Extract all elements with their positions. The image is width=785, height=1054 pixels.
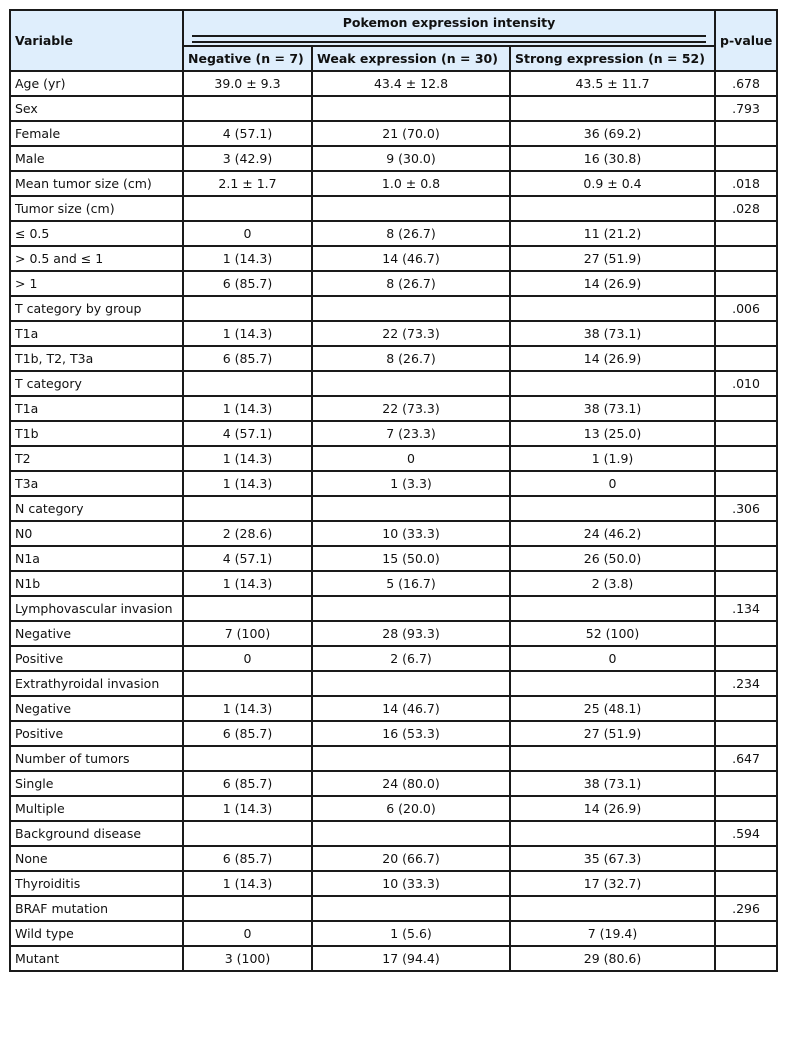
table-row	[10, 821, 777, 846]
row-label-cell: T1a	[10, 321, 183, 346]
pvalue-cell	[715, 796, 777, 821]
row-label-cell: T3a	[10, 471, 183, 496]
expression-group-title: Pokemon expression intensity	[342, 15, 556, 30]
weak-value-cell	[312, 96, 510, 121]
strong-value-cell	[510, 196, 715, 221]
table-row	[10, 171, 777, 196]
table-row	[10, 346, 777, 371]
strong-value-cell: 52 (100)	[510, 621, 715, 646]
strong-value-cell	[510, 371, 715, 396]
negative-value-cell	[183, 496, 312, 521]
pvalue-cell	[715, 546, 777, 571]
pvalue-cell: .647	[715, 746, 777, 771]
weak-value-cell: 8 (26.7)	[312, 271, 510, 296]
negative-value-cell: 1 (14.3)	[183, 246, 312, 271]
pvalue-cell	[715, 871, 777, 896]
weak-value-cell: 16 (53.3)	[312, 721, 510, 746]
pvalue-cell: .234	[715, 671, 777, 696]
negative-value-cell	[183, 296, 312, 321]
strong-value-cell: 7 (19.4)	[510, 921, 715, 946]
row-label-cell: Negative	[10, 696, 183, 721]
table-row	[10, 421, 777, 446]
negative-value-cell: 2 (28.6)	[183, 521, 312, 546]
pvalue-cell	[715, 396, 777, 421]
negative-value-cell: 6 (85.7)	[183, 346, 312, 371]
strong-value-cell: 43.5 ± 11.7	[510, 71, 715, 96]
row-label-cell: T1a	[10, 396, 183, 421]
table-row	[10, 71, 777, 96]
row-label-cell: Mutant	[10, 946, 183, 971]
table-row	[10, 671, 777, 696]
weak-value-cell: 1 (3.3)	[312, 471, 510, 496]
weak-value-cell: 22 (73.3)	[312, 396, 510, 421]
pvalue-cell: .306	[715, 496, 777, 521]
weak-value-cell: 20 (66.7)	[312, 846, 510, 871]
weak-value-cell: 5 (16.7)	[312, 571, 510, 596]
table-row	[10, 846, 777, 871]
strong-value-cell: 35 (67.3)	[510, 846, 715, 871]
negative-value-cell	[183, 896, 312, 921]
table-row	[10, 946, 777, 971]
strong-value-cell: 24 (46.2)	[510, 521, 715, 546]
pvalue-cell	[715, 571, 777, 596]
weak-value-cell: 8 (26.7)	[312, 346, 510, 371]
row-label-cell: ≤ 0.5	[10, 221, 183, 246]
pvalue-cell: .018	[715, 171, 777, 196]
strong-value-cell: 36 (69.2)	[510, 121, 715, 146]
negative-value-cell	[183, 96, 312, 121]
pvalue-cell	[715, 446, 777, 471]
strong-value-cell: 13 (25.0)	[510, 421, 715, 446]
row-label-cell: Background disease	[10, 821, 183, 846]
table-row	[10, 796, 777, 821]
row-label-cell: Thyroiditis	[10, 871, 183, 896]
row-label-cell: Positive	[10, 646, 183, 671]
weak-value-cell	[312, 896, 510, 921]
strong-value-cell: 0	[510, 646, 715, 671]
row-label-cell: Positive	[10, 721, 183, 746]
table-row	[10, 446, 777, 471]
table-row	[10, 571, 777, 596]
row-label-cell: Male	[10, 146, 183, 171]
weak-value-cell: 10 (33.3)	[312, 871, 510, 896]
pvalue-cell: .678	[715, 71, 777, 96]
strong-value-cell: 17 (32.7)	[510, 871, 715, 896]
table-row	[10, 396, 777, 421]
header-row-top	[10, 10, 777, 46]
pvalue-cell	[715, 146, 777, 171]
table-row	[10, 196, 777, 221]
strong-value-cell	[510, 596, 715, 621]
negative-value-cell: 1 (14.3)	[183, 471, 312, 496]
negative-column-header: Negative (n = 7)	[183, 46, 312, 71]
negative-value-cell: 3 (100)	[183, 946, 312, 971]
negative-value-cell	[183, 596, 312, 621]
weak-value-cell: 24 (80.0)	[312, 771, 510, 796]
pvalue-cell	[715, 771, 777, 796]
negative-value-cell: 1 (14.3)	[183, 696, 312, 721]
weak-value-cell	[312, 671, 510, 696]
row-label-cell: BRAF mutation	[10, 896, 183, 921]
negative-value-cell: 3 (42.9)	[183, 146, 312, 171]
row-label-cell: Number of tumors	[10, 746, 183, 771]
row-label-cell: N0	[10, 521, 183, 546]
table-row	[10, 696, 777, 721]
table-row	[10, 871, 777, 896]
pvalue-cell: .296	[715, 896, 777, 921]
pvalue-cell	[715, 421, 777, 446]
strong-value-cell: 1 (1.9)	[510, 446, 715, 471]
weak-value-cell: 22 (73.3)	[312, 321, 510, 346]
pvalue-cell	[715, 321, 777, 346]
table-row	[10, 646, 777, 671]
strong-value-cell: 0.9 ± 0.4	[510, 171, 715, 196]
table-row	[10, 96, 777, 121]
negative-value-cell: 1 (14.3)	[183, 446, 312, 471]
negative-value-cell: 0	[183, 646, 312, 671]
strong-value-cell: 38 (73.1)	[510, 771, 715, 796]
pvalue-cell	[715, 946, 777, 971]
row-label-cell: T category by group	[10, 296, 183, 321]
data-table	[9, 9, 778, 972]
row-label-cell: N1a	[10, 546, 183, 571]
negative-value-cell: 1 (14.3)	[183, 796, 312, 821]
strong-value-cell: 38 (73.1)	[510, 396, 715, 421]
negative-value-cell: 4 (57.1)	[183, 546, 312, 571]
strong-value-cell: 27 (51.9)	[510, 246, 715, 271]
negative-value-cell: 0	[183, 921, 312, 946]
table-row	[10, 271, 777, 296]
table-row	[10, 246, 777, 271]
negative-value-cell: 2.1 ± 1.7	[183, 171, 312, 196]
weak-value-cell: 17 (94.4)	[312, 946, 510, 971]
table-row	[10, 496, 777, 521]
row-label-cell: Extrathyroidal invasion	[10, 671, 183, 696]
weak-value-cell	[312, 196, 510, 221]
negative-value-cell: 6 (85.7)	[183, 271, 312, 296]
pvalue-cell	[715, 846, 777, 871]
strong-value-cell: 27 (51.9)	[510, 721, 715, 746]
row-label-cell: Multiple	[10, 796, 183, 821]
row-label-cell: Negative	[10, 621, 183, 646]
weak-value-cell: 7 (23.3)	[312, 421, 510, 446]
table-row	[10, 121, 777, 146]
weak-value-cell: 43.4 ± 12.8	[312, 71, 510, 96]
pvalue-cell	[715, 121, 777, 146]
table-row	[10, 896, 777, 921]
row-label-cell: Sex	[10, 96, 183, 121]
pvalue-cell: .594	[715, 821, 777, 846]
weak-value-cell: 0	[312, 446, 510, 471]
weak-column-header: Weak expression (n = 30)	[312, 46, 510, 71]
pvalue-cell	[715, 521, 777, 546]
negative-value-cell	[183, 821, 312, 846]
strong-value-cell: 26 (50.0)	[510, 546, 715, 571]
strong-value-cell	[510, 821, 715, 846]
pvalue-cell	[715, 721, 777, 746]
table-row	[10, 746, 777, 771]
row-label-cell: T1b	[10, 421, 183, 446]
row-label-cell: Single	[10, 771, 183, 796]
weak-value-cell	[312, 746, 510, 771]
negative-value-cell: 4 (57.1)	[183, 421, 312, 446]
strong-value-cell	[510, 96, 715, 121]
variable-header: Variable	[10, 10, 183, 71]
weak-value-cell: 2 (6.7)	[312, 646, 510, 671]
row-label-cell: T2	[10, 446, 183, 471]
weak-value-cell: 28 (93.3)	[312, 621, 510, 646]
row-label-cell: > 1	[10, 271, 183, 296]
strong-value-cell: 14 (26.9)	[510, 346, 715, 371]
weak-value-cell: 14 (46.7)	[312, 696, 510, 721]
negative-value-cell	[183, 671, 312, 696]
table-row	[10, 521, 777, 546]
strong-value-cell: 16 (30.8)	[510, 146, 715, 171]
negative-value-cell: 39.0 ± 9.3	[183, 71, 312, 96]
pvalue-cell	[715, 621, 777, 646]
weak-value-cell: 21 (70.0)	[312, 121, 510, 146]
negative-value-cell	[183, 371, 312, 396]
negative-value-cell	[183, 196, 312, 221]
strong-column-header: Strong expression (n = 52)	[510, 46, 715, 71]
table-row	[10, 146, 777, 171]
weak-value-cell	[312, 596, 510, 621]
negative-value-cell: 0	[183, 221, 312, 246]
table-row	[10, 771, 777, 796]
row-label-cell: T category	[10, 371, 183, 396]
row-label-cell: > 0.5 and ≤ 1	[10, 246, 183, 271]
negative-value-cell: 6 (85.7)	[183, 721, 312, 746]
weak-value-cell: 1 (5.6)	[312, 921, 510, 946]
row-label-cell: None	[10, 846, 183, 871]
weak-value-cell: 1.0 ± 0.8	[312, 171, 510, 196]
weak-value-cell: 8 (26.7)	[312, 221, 510, 246]
negative-value-cell: 1 (14.3)	[183, 396, 312, 421]
strong-value-cell: 25 (48.1)	[510, 696, 715, 721]
strong-value-cell	[510, 671, 715, 696]
negative-value-cell: 1 (14.3)	[183, 871, 312, 896]
table-body	[10, 71, 777, 971]
weak-value-cell: 14 (46.7)	[312, 246, 510, 271]
strong-value-cell	[510, 896, 715, 921]
negative-value-cell: 6 (85.7)	[183, 771, 312, 796]
weak-value-cell	[312, 371, 510, 396]
row-label-cell: Mean tumor size (cm)	[10, 171, 183, 196]
row-label-cell: Female	[10, 121, 183, 146]
row-label-cell: Tumor size (cm)	[10, 196, 183, 221]
pvalue-cell	[715, 346, 777, 371]
strong-value-cell: 38 (73.1)	[510, 321, 715, 346]
expression-group-header	[183, 10, 715, 46]
pvalue-cell	[715, 271, 777, 296]
pvalue-cell	[715, 921, 777, 946]
table-row	[10, 471, 777, 496]
weak-value-cell: 15 (50.0)	[312, 546, 510, 571]
double-rule-divider	[192, 35, 706, 43]
strong-value-cell	[510, 746, 715, 771]
negative-value-cell: 1 (14.3)	[183, 321, 312, 346]
table-row	[10, 596, 777, 621]
table-row	[10, 371, 777, 396]
table-row	[10, 321, 777, 346]
strong-value-cell	[510, 296, 715, 321]
pvalue-cell: .028	[715, 196, 777, 221]
pvalue-cell	[715, 646, 777, 671]
pvalue-cell: .006	[715, 296, 777, 321]
row-label-cell: N category	[10, 496, 183, 521]
table-row	[10, 721, 777, 746]
strong-value-cell	[510, 496, 715, 521]
weak-value-cell	[312, 496, 510, 521]
strong-value-cell: 29 (80.6)	[510, 946, 715, 971]
row-label-cell: T1b, T2, T3a	[10, 346, 183, 371]
strong-value-cell: 14 (26.9)	[510, 271, 715, 296]
pvalue-cell	[715, 221, 777, 246]
strong-value-cell: 2 (3.8)	[510, 571, 715, 596]
negative-value-cell: 1 (14.3)	[183, 571, 312, 596]
pvalue-cell: .793	[715, 96, 777, 121]
table-row	[10, 296, 777, 321]
weak-value-cell: 6 (20.0)	[312, 796, 510, 821]
row-label-cell: Age (yr)	[10, 71, 183, 96]
pvalue-cell: .010	[715, 371, 777, 396]
table-row	[10, 921, 777, 946]
weak-value-cell	[312, 296, 510, 321]
negative-value-cell: 7 (100)	[183, 621, 312, 646]
table-row	[10, 221, 777, 246]
negative-value-cell: 6 (85.7)	[183, 846, 312, 871]
pvalue-cell	[715, 246, 777, 271]
pvalue-header: p-value	[715, 10, 777, 71]
pvalue-cell	[715, 471, 777, 496]
row-label-cell: N1b	[10, 571, 183, 596]
row-label-cell: Wild type	[10, 921, 183, 946]
weak-value-cell	[312, 821, 510, 846]
pvalue-cell: .134	[715, 596, 777, 621]
table-row	[10, 546, 777, 571]
pvalue-cell	[715, 696, 777, 721]
negative-value-cell	[183, 746, 312, 771]
table-row	[10, 621, 777, 646]
negative-value-cell: 4 (57.1)	[183, 121, 312, 146]
strong-value-cell: 0	[510, 471, 715, 496]
strong-value-cell: 11 (21.2)	[510, 221, 715, 246]
weak-value-cell: 9 (30.0)	[312, 146, 510, 171]
strong-value-cell: 14 (26.9)	[510, 796, 715, 821]
table-header	[10, 10, 777, 71]
row-label-cell: Lymphovascular invasion	[10, 596, 183, 621]
weak-value-cell: 10 (33.3)	[312, 521, 510, 546]
